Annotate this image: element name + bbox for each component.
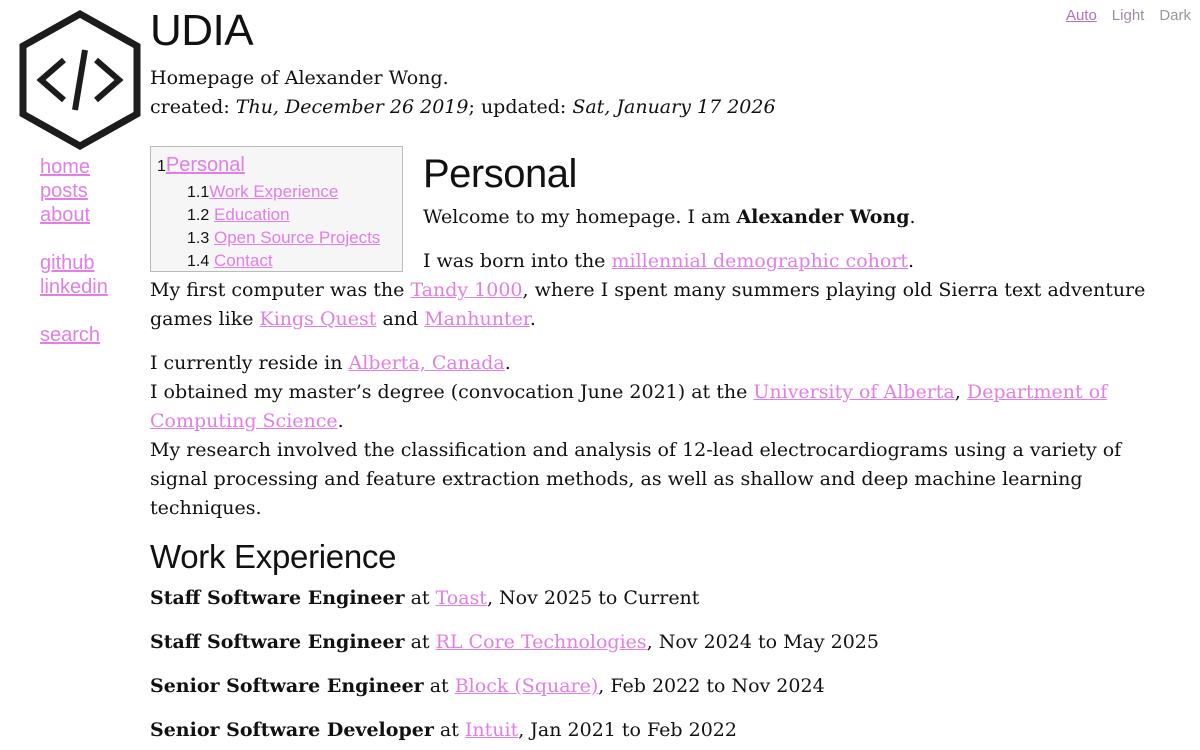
welcome-end: . [909, 206, 916, 228]
company-link[interactable]: Block (Square) [454, 675, 599, 697]
page-subtitle [150, 64, 776, 122]
job-title: Staff Software Engineer [150, 631, 405, 653]
university-link[interactable]: University of Alberta [753, 381, 955, 403]
company-link[interactable]: Intuit [464, 719, 519, 741]
born-end: . [908, 250, 915, 272]
born-paragraph [423, 247, 1170, 276]
toc-number: 1 [157, 158, 166, 175]
company-link[interactable]: Toast [435, 587, 487, 609]
work-item [150, 628, 1170, 657]
work-item [150, 584, 1170, 613]
company-link[interactable]: RL Core Technologies [435, 631, 647, 653]
main-content [150, 146, 1170, 745]
toc-number: 1.4 [187, 253, 210, 270]
tandy-link[interactable]: Tandy 1000 [410, 279, 523, 301]
heading-personal: Personal [423, 152, 577, 196]
nav-posts-link[interactable]: posts [40, 180, 88, 202]
job-dates: , Nov 2025 to Current [486, 587, 700, 609]
toc-link-contact[interactable]: Contact [213, 251, 273, 270]
computer-end: . [529, 308, 536, 330]
work-list [150, 584, 1170, 745]
author-name: Alexander Wong [736, 206, 910, 228]
dates-line [150, 93, 776, 122]
theme-light-button[interactable]: Light [1111, 7, 1145, 24]
computer-text: My first computer was the [150, 279, 411, 301]
toc-link-work[interactable]: Work Experience [209, 182, 339, 201]
at-text: at [404, 631, 436, 653]
nav-home-link[interactable]: home [40, 156, 91, 178]
theme-auto-button[interactable]: Auto [1065, 7, 1097, 24]
toc-link-personal[interactable]: Personal [165, 154, 245, 176]
job-dates: , Nov 2024 to May 2025 [646, 631, 879, 653]
and-text: and [376, 308, 425, 330]
job-dates: , Jan 2021 to Feb 2022 [518, 719, 737, 741]
created-label: created: [150, 96, 236, 118]
toc-number: 1.3 [187, 230, 210, 247]
nav-search-link[interactable]: search [40, 324, 101, 346]
department-link[interactable]: Department of Computing Science [150, 381, 1108, 432]
toc-link-education[interactable]: Education [213, 205, 290, 224]
at-text: at [423, 675, 455, 697]
welcome-paragraph [423, 203, 1170, 232]
at-text: at [404, 587, 436, 609]
updated-date: Sat, January 17 2026 [572, 96, 776, 118]
welcome-text: Welcome to my homepage. I am [423, 206, 737, 228]
sidebar-nav [40, 155, 108, 347]
masters-text: I obtained my master’s degree (convocation June 2021) at the [150, 381, 754, 403]
born-text: I was born into the [423, 250, 612, 272]
kings-quest-link[interactable]: Kings Quest [259, 308, 377, 330]
created-date: Thu, December 26 2019 [235, 96, 469, 118]
job-dates: , Feb 2022 to Nov 2024 [598, 675, 825, 697]
millennial-link[interactable]: millennial demographic cohort [611, 250, 909, 272]
work-item [150, 672, 1170, 701]
heading-work-experience: Work Experience [150, 538, 397, 575]
computer-paragraph [150, 276, 1170, 334]
reside-text: I currently reside in [150, 352, 349, 374]
at-text: at [433, 719, 465, 741]
updated-label: ; updated: [468, 96, 573, 118]
theme-dark-button[interactable]: Dark [1159, 7, 1191, 24]
job-title: Senior Software Engineer [150, 675, 424, 697]
toc-number: 1.2 [187, 207, 210, 224]
nav-about-link[interactable]: about [40, 204, 91, 226]
site-title: UDIA [150, 6, 254, 55]
alberta-link[interactable]: Alberta, Canada [348, 352, 505, 374]
comma-text: , [954, 381, 967, 403]
work-item [150, 716, 1170, 745]
job-title: Staff Software Engineer [150, 587, 405, 609]
job-title: Senior Software Developer [150, 719, 434, 741]
reside-end: . [504, 352, 511, 374]
masters-end: . [337, 410, 344, 432]
toc-number: 1.1 [187, 184, 210, 201]
research-text: My research involved the classification and analysis of 12-lead electrocardiograms using a variety of signal processing and feature extraction methods, as well as shallow and deep machine learning techniques. [150, 439, 1122, 519]
nav-github-link[interactable]: github [40, 252, 95, 274]
toc-link-oss[interactable]: Open Source Projects [213, 228, 381, 247]
nav-linkedin-link[interactable]: linkedin [40, 276, 108, 298]
homepage-line: Homepage of Alexander Wong. [150, 67, 449, 89]
code-hexagon-logo-icon[interactable] [18, 10, 142, 150]
reside-paragraph [150, 349, 1170, 523]
computer-mid-text: , where I spent many summers playing old Sierra text adventure games like [150, 279, 1146, 330]
theme-switcher [1051, 7, 1191, 24]
manhunter-link[interactable]: Manhunter [424, 308, 530, 330]
